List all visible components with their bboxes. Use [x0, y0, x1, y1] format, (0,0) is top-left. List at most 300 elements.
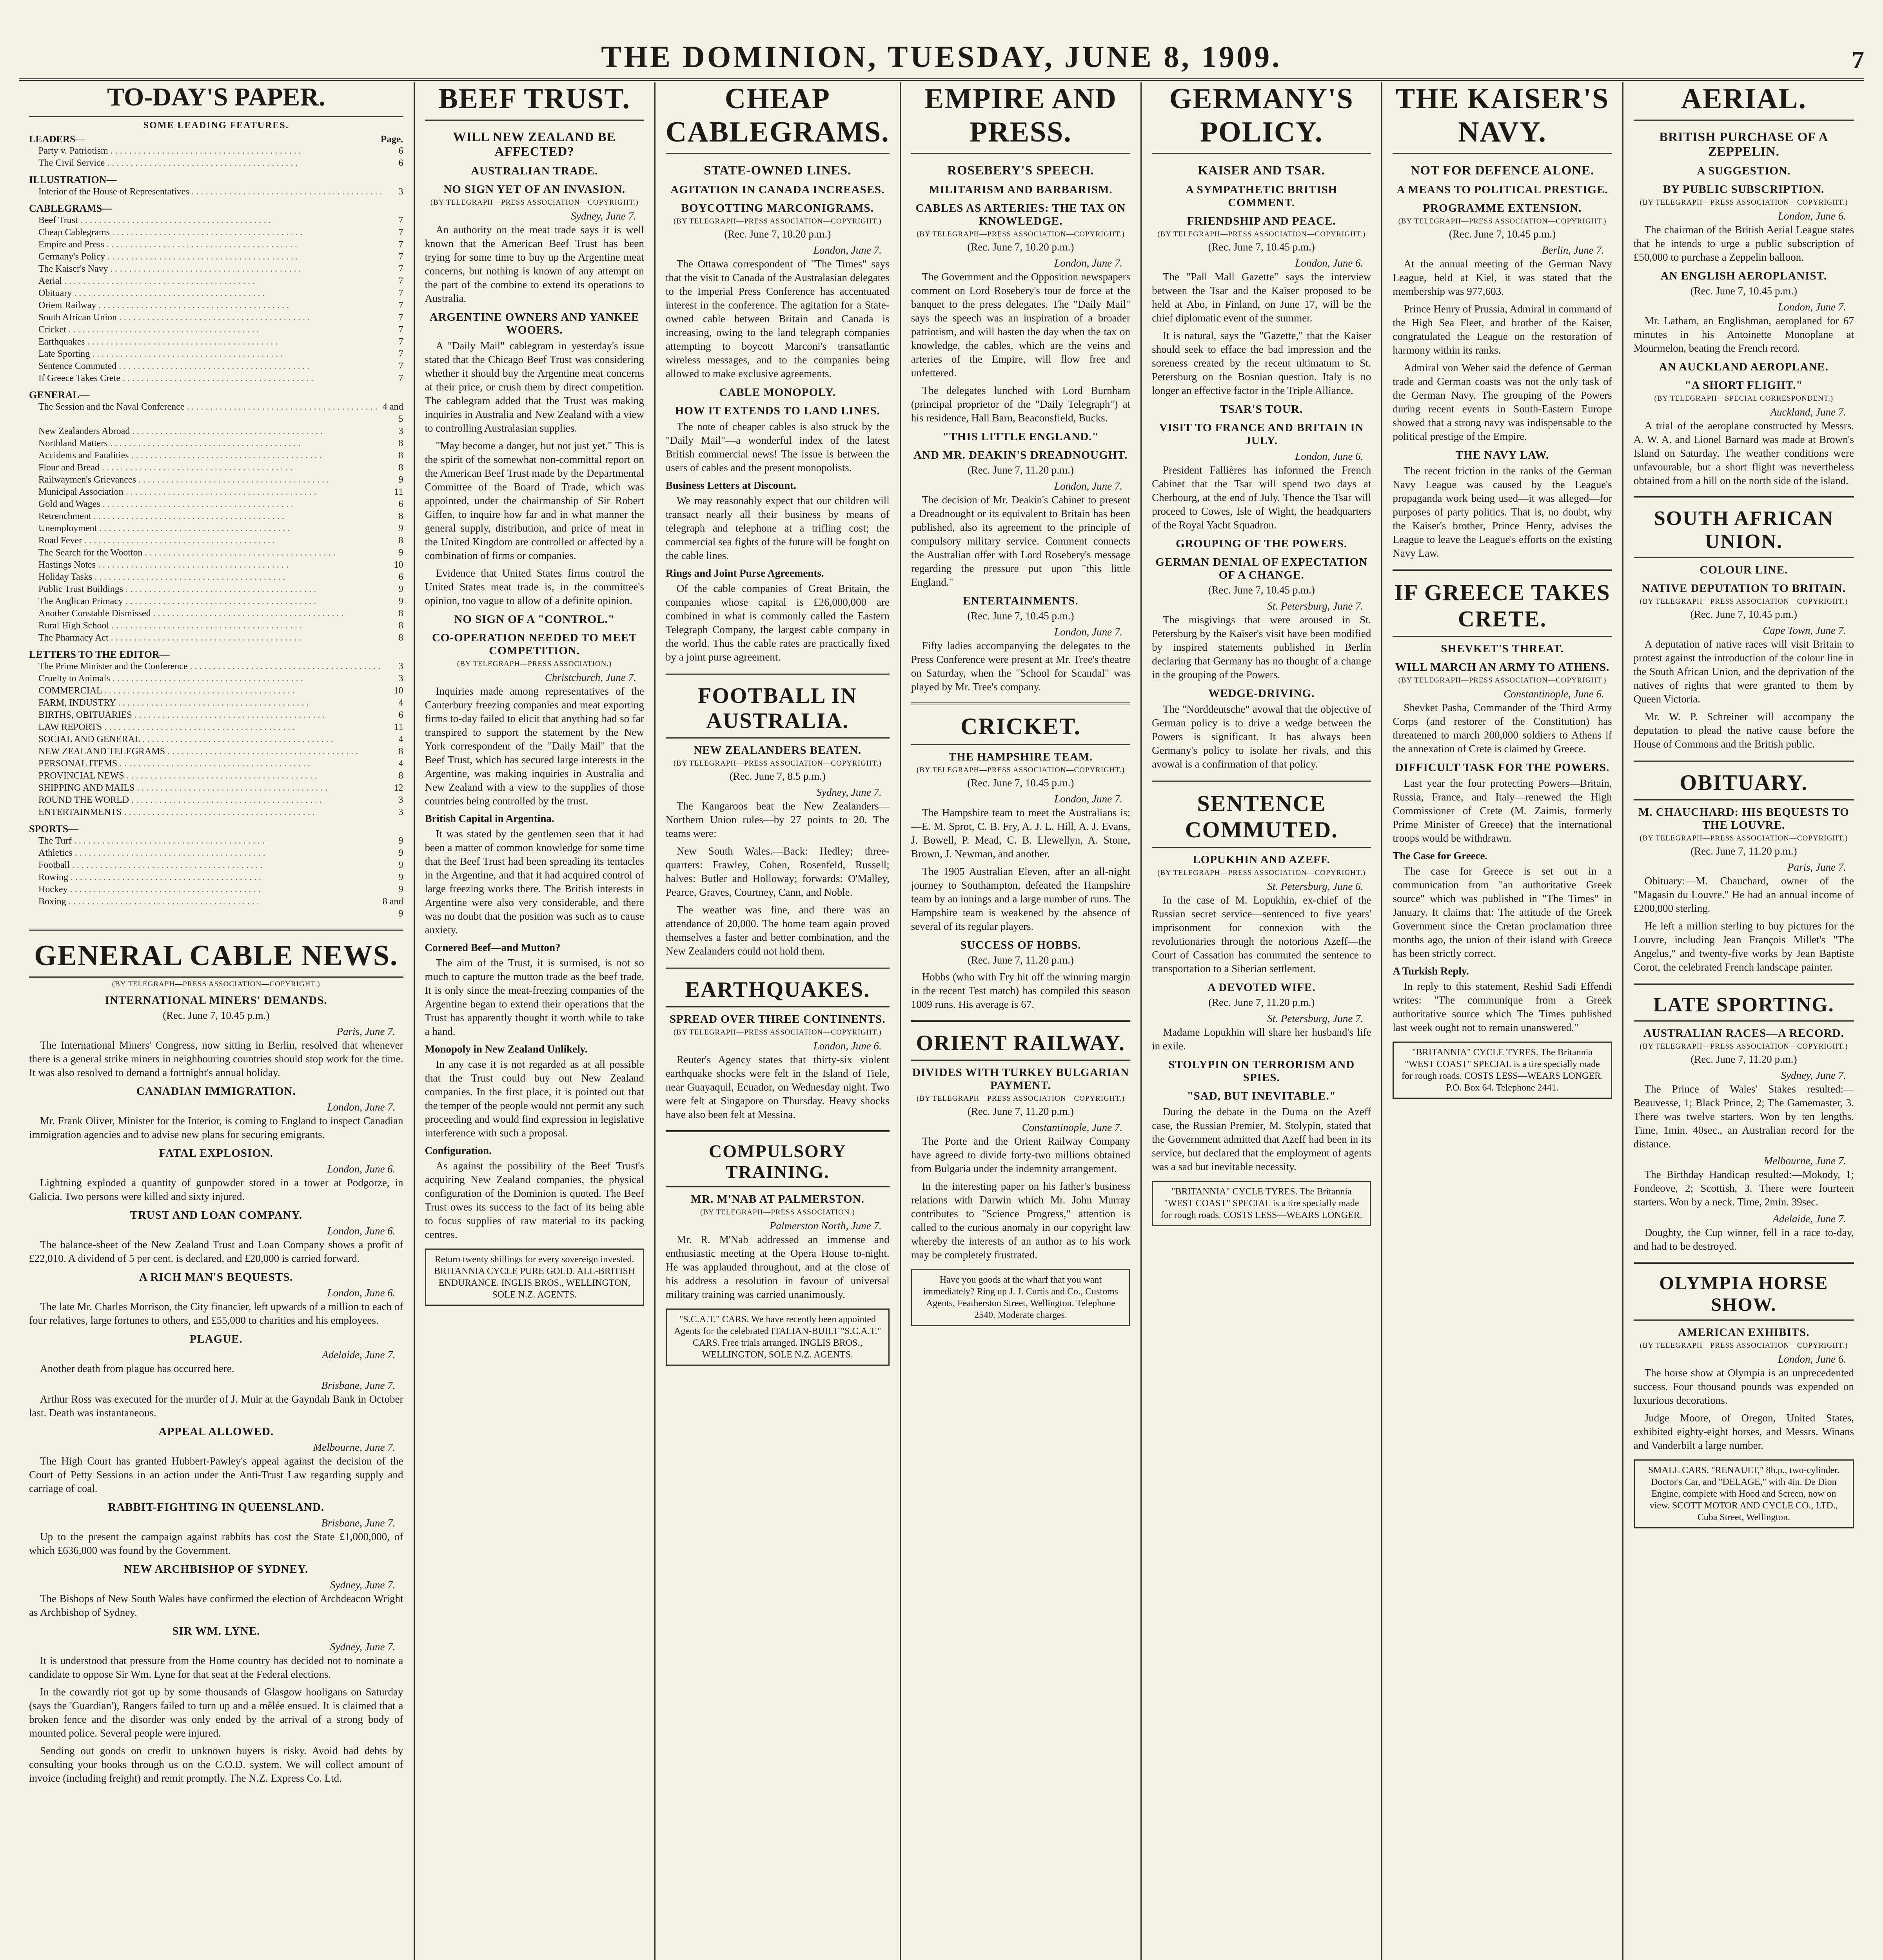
section-subhead: British Capital in Argentina. [425, 813, 554, 824]
index-entry-title: Northland Matters . . . [38, 437, 382, 450]
column-2 [415, 82, 656, 1960]
dateline-place: London, June 7. [1054, 626, 1123, 638]
index-entry-page: 7 [398, 288, 403, 298]
credit-line: (BY TELEGRAPH—PRESS ASSOCIATION—COPYRIGHT.) [916, 766, 1125, 774]
index-entry [29, 401, 403, 425]
index-entry-title: SOCIAL AND GENERAL . . . [38, 733, 382, 746]
received-date: (Rec. June 7, 11.20 p.m.) [967, 1105, 1074, 1117]
sentence-commuted-title: SENTENCE COMMUTED. [1152, 790, 1371, 848]
index-entry [29, 312, 403, 324]
divider [911, 1020, 1130, 1022]
received-date: (Rec. June 7, 11.20 p.m.) [1691, 845, 1797, 857]
dateline-place: Auckland, June 7. [1770, 406, 1846, 418]
dateline-place: Adelaide, June 7. [322, 1349, 396, 1361]
index-entry-page: 8 [398, 450, 403, 461]
divider [1634, 1262, 1854, 1264]
index-entry-title: New Zealanders Abroad . . . [38, 425, 382, 437]
index-entry [29, 425, 403, 437]
paragraph: "May become a danger, but not just yet." This is the spirit of the somewhat non-committal report on the American Beef Trust made by the Departmental Committee of the Board of Trade, which was appointed, under the chairmanship of Sir Robert Giffen, to inquire how far and in what manner the general supply, distribution, and price of meat in the United Kingdom are controlled or affected by a combination of firms or companies. [425, 440, 644, 561]
paragraph: Arthur Ross was executed for the murder of J. Muir at the Gayndah Bank in October last. Death was instantaneous. [29, 1393, 403, 1419]
index-entry [29, 673, 403, 685]
index-entry-page: 10 [394, 686, 403, 696]
index-entry [29, 721, 403, 733]
index-entry-title: ROUND THE WORLD . . . [38, 794, 382, 806]
index-subtitle: SOME LEADING FEATURES. [143, 120, 289, 131]
index-entry-page: 3 [398, 426, 403, 436]
subheadline: "A SHORT FLIGHT." [1685, 379, 1803, 392]
paragraph: The balance-sheet of the New Zealand Trust and Loan Company shows a profit of £22,010. A dividend of 5 per cent. is declared, and £20,000 is carried forward. [29, 1239, 403, 1264]
paragraph: In reply to this statement, Reshid Sadi Effendi writes: "The communique from a Greek authoritative source which The Times published last week ought not to remain unanswered." [1393, 980, 1612, 1033]
index-entry-page: 8 [398, 438, 403, 448]
credit-line: (BY TELEGRAPH—PRESS ASSOCIATION—COPYRIGHT.) [673, 759, 882, 768]
cheap-cablegrams-title: CHEAP CABLEGRAMS. [666, 82, 890, 154]
index-entry-title: Road Fever . . . [38, 535, 382, 547]
paragraph: Mr. Frank Oliver, Minister for the Interior, is coming to England to inspect Canadian immigration agencies and to advise new plans for securing emigrants. [29, 1115, 403, 1140]
paragraph: Doughty, the Cup winner, fell in a race to-day, and had to be destroyed. [1633, 1227, 1854, 1252]
index-entry-page: 8 and 9 [382, 897, 403, 919]
paragraph: The Porte and the Orient Railway Company have agreed to divide forty-two millions obtained from Bulgaria under the indemnity arrangement. [911, 1135, 1131, 1174]
index-entry [29, 214, 403, 227]
subheadline: AND MR. DEAKIN'S DREADNOUGHT. [913, 449, 1128, 461]
index-entry-title: Municipal Association . . . [38, 486, 382, 498]
index-entry [29, 770, 403, 782]
received-date: (Rec. June 7, 10.45 p.m.) [1208, 241, 1315, 253]
credit-line: (BY TELEGRAPH—PRESS ASSOCIATION—COPYRIGHT.) [430, 198, 639, 207]
index-entry-title: BIRTHS, OBITUARIES . . . [38, 709, 382, 721]
index-entry-page: 6 [398, 572, 403, 582]
headline: NOT FOR DEFENCE ALONE. [1410, 163, 1594, 178]
subheadline: A DEVOTED WIFE. [1207, 981, 1316, 994]
index-entry [29, 251, 403, 263]
story-headline: FATAL EXPLOSION. [159, 1147, 274, 1160]
index-entry-title: Another Constable Dismissed . . . [38, 608, 382, 620]
index-entry [29, 871, 403, 884]
index-entry-page: 9 [398, 475, 403, 485]
received-date: (Rec. June 7, 8.5 p.m.) [729, 770, 826, 782]
index-entry-title: Flour and Bread . . . [38, 462, 382, 474]
index-entry-title: Football . . . [38, 859, 382, 871]
index-entry-title: The Prime Minister and the Conference . . . [38, 661, 382, 673]
advertisement: "S.C.A.T." CARS. We have recently been appointed Agents for the celebrated ITALIAN-BUILT "S.C.A.T." CARS. Free trials arranged. INGLIS BROS., WELLINGTON, SOLE N.Z. AGENTS. [666, 1308, 890, 1366]
index-entry [29, 697, 403, 709]
paragraph: Sending out goods on credit to unknown buyers is risky. Avoid bad debts by consulting your books through us on the C.O.D. system. We will collect amount of invoice (including freight) and remit promptly. The N.Z. Express Co. Ltd. [29, 1745, 403, 1784]
index-entry-page: 6 [398, 499, 403, 509]
index-entry [29, 535, 403, 547]
index-entry [29, 145, 403, 157]
index-entry-title: Orient Railway . . . [38, 299, 382, 312]
dateline-place: London, June 6. [1295, 257, 1364, 269]
index-entry-title: COMMERCIAL . . . [38, 685, 382, 697]
paragraph: A trial of the aeroplane constructed by Messrs. A. W. A. and Lionel Barnard was made at Brown's Island on Saturday. The weather conditions were unfavourable, but a short flight was nevertheless obtained from a hill on the north side of the island. [1633, 420, 1854, 486]
index-entry-title: Germany's Policy . . . [38, 251, 382, 263]
index-entry [29, 299, 403, 312]
column-1 [19, 82, 415, 1960]
paragraph: The Kangaroos beat the New Zealanders—Northern Union rules—by 27 points to 20. The teams were: [665, 800, 890, 839]
index-entry-title: ENTERTAINMENTS . . . [38, 806, 382, 818]
index-entry-page: 9 [398, 596, 403, 606]
index-entry-title: LAW REPORTS . . . [38, 721, 382, 733]
index-entry-page: 8 [398, 511, 403, 521]
paragraph: It is natural, says the "Gazette," that the Kaiser should seek to efface the bad impression and the soreness created by the recent ultimatum to St. Petersburg on the Bosnian question. Italy is no longer an effective factor in the Triple Alliance. [1152, 330, 1371, 396]
paragraph: He left a million sterling to buy pictures for the Louvre, including Jean François Millet's "The Angelus," and twenty-five works by Jean Baptiste Corot, the celebrated French landscape painter. [1633, 920, 1854, 973]
credit-line: (BY TELEGRAPH—PRESS ASSOCIATION—COPYRIGHT.) [1640, 198, 1848, 207]
index-entry [29, 859, 403, 871]
index-entry-page: 8 [398, 633, 403, 643]
earthquakes-title: EARTHQUAKES. [666, 977, 890, 1007]
subheadline: THE NAVY LAW. [1455, 449, 1549, 461]
received-date: (Rec. June 7, 10.45 p.m.) [163, 1009, 270, 1021]
index-entry-title: Cruelty to Animals . . . [38, 673, 382, 685]
paragraph: Inquiries made among representatives of the Canterbury freezing companies and meat exporting firms to-day failed to elicit that anything had so far transpired to support the statement by the New York correspondent of the "Daily Mail" that the Beef Trust, which has secured large interests in the Argentine, was making inquiries in Australia and New Zealand with a view to the supplies of those countries being controlled by the trust. [425, 685, 644, 807]
columns [19, 82, 1864, 1960]
paragraph: Last year the four protecting Powers—Britain, Russia, France, and Italy—renewed the High Commissioner of Crete (M. Zaimis, formerly Prime Minister of Greece) that the international troops would be withdrawn. [1393, 777, 1612, 844]
story-headline: TRUST AND LOAN COMPANY. [130, 1209, 303, 1221]
credit-line: (BY TELEGRAPH—PRESS ASSOCIATION—COPYRIGHT.) [1157, 230, 1366, 238]
credit-line: (BY TELEGRAPH—PRESS ASSOCIATION—COPYRIGHT.) [1398, 217, 1607, 225]
column-4 [901, 82, 1142, 1960]
index-entry-page: 3 [398, 673, 403, 684]
subheadline: NO SIGN OF A "CONTROL." [454, 613, 615, 626]
dateline-place: London, June 6. [1778, 1353, 1846, 1365]
paragraph: A "Daily Mail" cablegram in yesterday's issue stated that the Chicago Beef Trust was considering whether it should buy the Argentine meat concerns at their price, or crush them by direct competition. The cablegram added that the Trust was making inquiries in Australia and New Zealand with a view to controlling Australasian supplies. [425, 340, 644, 434]
dateline-place: London, June 6. [1295, 450, 1364, 462]
paragraph: The recent friction in the ranks of the German Navy League was caused by the League's propaganda work being used—it was alleged—for purposes of party politics. That is, no doubt, why the Kaiser's brother, Prince Henry, advises the League to leave the League's efforts on the existing Navy Law. [1393, 465, 1612, 559]
story-headline: RABBIT-FIGHTING IN QUEENSLAND. [108, 1501, 325, 1514]
advertisement: Have you goods at the wharf that you want immediately? Ring up J. J. Curtis and Co., Customs Agents, Featherston Street, Wellington. Telephone 2540. Moderate charges. [911, 1269, 1130, 1326]
subheadline: CO-OPERATION NEEDED TO MEET COMPETITION. [432, 632, 637, 657]
index-entry [29, 835, 403, 847]
dateline-place: Christchurch, June 7. [545, 671, 636, 683]
index-entry-title: Athletics . . . [38, 847, 382, 859]
index-entry [29, 287, 403, 299]
dateline-place: Constantinople, June 7. [1022, 1122, 1123, 1133]
dateline-place: Sydney, June 7. [1781, 1069, 1846, 1081]
paragraph: The delegates lunched with Lord Burnham (principal proprietor of the "Daily Telegraph") at his residence, Hall Barn, Beaconsfield, Bucks. [911, 385, 1131, 424]
dateline-place: Brisbane, June 7. [321, 1517, 396, 1529]
advertisement: SMALL CARS. "RENAULT," 8h.p., two-cylinder. Doctor's Car, and "DELAGE," with 4in. De Dion Engine, complete with Hood and Screen, now on view. SCOTT MOTOR AND CYCLE CO., LTD., Cuba Street, Wellington. [1634, 1459, 1854, 1528]
paragraph: President Fallières has informed the French Cabinet that the Tsar will spend two days at Cherbourg, at the end of July. Thence the Tsar will proceed to Cowes, Isle of Wight, the headquarters of the Royal Yacht Squadron. [1152, 464, 1371, 531]
subheadline: "THIS LITTLE ENGLAND." [942, 430, 1099, 443]
subheadline: NO SIGN YET OF AN INVASION. [443, 183, 626, 196]
subheadline: ENTERTAINMENTS. [963, 595, 1079, 607]
credit-line: (BY TELEGRAPH—PRESS ASSOCIATION—COPYRIGHT.) [1398, 676, 1607, 684]
index-entry [29, 157, 403, 169]
index-entry-page: 4 [398, 759, 403, 769]
subheadline: AMERICAN EXHIBITS. [1678, 1326, 1810, 1339]
index-entry-page: 8 [398, 608, 403, 619]
credit-line: (BY TELEGRAPH—PRESS ASSOCIATION—COPYRIGHT.) [916, 1094, 1125, 1103]
index-entry-title: Gold and Wages . . . [38, 498, 382, 510]
index-entry-title: Holiday Tasks . . . [38, 571, 382, 583]
dateline-place: London, June 7. [1054, 793, 1123, 805]
paragraph: Shevket Pasha, Commander of the Third Army Corps (and restorer of the Constitution) has threatened to march 200,000 soldiers to Athens if the annexation of Crete is claimed by Greece. [1393, 702, 1612, 755]
paragraph: Evidence that United States firms control the United States meat trade is, in the committee's opinion, too vague to allow of a definite opinion. [425, 567, 644, 606]
paragraph: In the cowardly riot got up by some thousands of Glasgow hooligans on Saturday (says the 'Guardian'), Rangers failed to turn up and a mêlée ensued. It is claimed that a broken fence and the disorder was only ended by the arrival of a strong body of mounted police. Several people were injured. [29, 1686, 403, 1739]
index-entry-page: 11 [394, 487, 403, 497]
subheadline: DIVIDES WITH TURKEY BULGARIAN PAYMENT. [912, 1066, 1129, 1092]
index-entry-page: 9 [398, 584, 403, 594]
greece-crete-title: IF GREECE TAKES CRETE. [1393, 579, 1612, 637]
paragraph: Prince Henry of Prussia, Admiral in command of the High Sea Fleet, and brother of the Kaiser, congratulated the League on the restoration of harmony within its ranks. [1393, 303, 1612, 356]
index-entry-title: Accidents and Fatalities . . . [38, 450, 382, 462]
paragraph: An authority on the meat trade says it is well known that the American Beef Trust has been trying for some time to buy up the Argentine meat concerns, but nothing is known of any attempt on the part of the combine to extend its operations to Australia. [425, 224, 644, 304]
index-entry-page: 8 [398, 463, 403, 473]
received-date: (Rec. June 7, 11.20 p.m.) [1691, 1053, 1797, 1065]
subheadline: BOYCOTTING MARCONIGRAMS. [681, 202, 874, 214]
received-date: (Rec. June 7, 10.45 p.m.) [1690, 285, 1797, 297]
subheadline: WILL MARCH AN ARMY TO ATHENS. [1395, 661, 1610, 673]
received-date: (Rec. June 7, 10.45 p.m.) [1449, 228, 1556, 240]
index-entry [29, 758, 403, 770]
column-7 [1623, 82, 1864, 1960]
paragraph: Another death from plague has occurred here. [40, 1363, 234, 1374]
paragraph: The International Miners' Congress, now sitting in Berlin, resolved that whenever there is a general strike miners in neighbouring countries should stop work for the time. It was also resolved to demand a fortnight's annual holiday. [29, 1039, 403, 1078]
divider [1393, 569, 1612, 571]
index-entry [29, 608, 403, 620]
paragraph: The horse show at Olympia is an unprecedented success. Four thousand pounds was expended on luxurious decorations. [1633, 1367, 1854, 1406]
credit-line: (BY TELEGRAPH—PRESS ASSOCIATION—COPYRIGHT.) [1157, 869, 1366, 877]
index-entry-title: The Turf . . . [38, 835, 382, 847]
index-entry-page: 4 and 5 [382, 402, 403, 424]
divider [911, 702, 1130, 704]
paragraph: During the debate in the Duma on the Azeff case, the Russian Premier, M. Stolypin, stated that the Government admitted that Azeff had been in its service, but declared that the employment of agents was a sad but inevitable necessity. [1152, 1106, 1371, 1172]
paragraph: The High Court has granted Hubbert-Pawley's appeal against the decision of the Court of Petty Sessions in an action under the Anti-Trust Law regarding supply and carriage of coal. [29, 1455, 403, 1494]
index-entry-page: 6 [398, 710, 403, 720]
aerial-title: AERIAL. [1634, 82, 1854, 121]
index-section-heading: CABLEGRAMS— [29, 203, 113, 214]
index-entry-page: 9 [398, 836, 403, 846]
kaiser-navy-title: THE KAISER'S NAVY. [1393, 82, 1612, 154]
credit-line: (BY TELEGRAPH—SPECIAL CORRESPONDENT.) [1654, 394, 1834, 403]
index-entry-page: 7 [398, 349, 403, 359]
index-entry-title: Rural High School . . . [38, 620, 382, 632]
index-entry-title: Obituary . . . [38, 287, 382, 299]
section-subhead: A Turkish Reply. [1393, 965, 1469, 977]
index-entry [29, 806, 403, 818]
subheadline: CABLES AS ARTERIES: THE TAX ON KNOWLEDGE. [915, 202, 1126, 227]
subheadline: HOW IT EXTENDS TO LAND LINES. [675, 405, 880, 417]
dateline-place: St. Petersburg, June 6. [1267, 880, 1364, 892]
index-entry [29, 709, 403, 721]
paragraph: The Bishops of New South Wales have confirmed the election of Archdeacon Wright as Archbishop of Sydney. [29, 1593, 403, 1618]
cable-news-stories [29, 994, 403, 1785]
received-date: (Rec. June 7, 10.45 p.m.) [967, 610, 1074, 622]
index-entry-page: 7 [398, 312, 403, 323]
paragraph: The Prince of Wales' Stakes resulted:—Beauvesse, 1; Black Prince, 2; The Gamemaster, 3. There was twelve starters. Won by ten lengths. Time, 1min. 40sec., an Australian record for the distance. [1633, 1083, 1854, 1150]
credit-line: (BY TELEGRAPH—PRESS ASSOCIATION—COPYRIGHT.) [1640, 597, 1848, 606]
index-entry [29, 884, 403, 896]
paragraph: The late Mr. Charles Morrison, the City financier, left upwards of a million to each of four relatives, large fortunes to others, and £55,000 to charities and his employees. [29, 1301, 403, 1326]
subheadline: A SUGGESTION. [1697, 165, 1791, 177]
index-entry-page: 9 [398, 884, 403, 895]
paragraph: In the case of M. Lopukhin, ex-chief of the Russian secret service—sentenced to five years' imprisonment for connexion with the revolutionaries through the notorious Azeff—the Court of Cassation has commuted the sentence to transportation to a Siberian settlement. [1152, 894, 1371, 975]
section-subhead: Rings and Joint Purse Agreements. [665, 567, 824, 579]
index-entry [29, 746, 403, 758]
index-entry-page: 4 [398, 698, 403, 708]
index-entry-title: Late Sporting . . . [38, 348, 382, 360]
index-entry-title: SHIPPING AND MAILS . . . [38, 782, 382, 794]
dateline-place: Sydney, June 7. [571, 210, 636, 222]
paragraph: It was stated by the gentlemen seen that it had been a matter of common knowledge for some time that the Beef Trust had been spreading its tentacles in the Argentine, and that it had acquired control of large freezing works there. The British interests in Argentine were also very considerable, and there was no doubt that the position was such as to cause anxiety. [425, 828, 644, 936]
index-section-heading: GENERAL— [29, 389, 90, 401]
index-entry [29, 661, 403, 673]
subheadline: MR. M'NAB AT PALMERSTON. [690, 1193, 864, 1205]
subheadline: "SAD, BUT INEVITABLE." [1187, 1090, 1336, 1102]
subheadline: PROGRAMME EXTENSION. [1423, 202, 1582, 214]
index-entry [29, 324, 403, 336]
masthead-title: THE DOMINION, TUESDAY, JUNE 8, 1909. [601, 40, 1282, 74]
headline: BRITISH PURCHASE OF A ZEPPELIN. [1659, 130, 1829, 159]
received-date: (Rec. June 7, 10.20 p.m.) [967, 241, 1074, 253]
index-entry-page: 7 [398, 215, 403, 225]
subheadline: AN AUCKLAND AEROPLANE. [1659, 361, 1829, 373]
divider [1634, 983, 1854, 985]
dateline-place: London, June 7. [813, 244, 882, 256]
subheadline: SHEVKET'S THREAT. [1441, 642, 1564, 655]
dateline-place: Adelaide, June 7. [1772, 1213, 1846, 1225]
dateline-place: London, June 6. [1778, 210, 1846, 222]
index-entry [29, 794, 403, 806]
dateline-place: London, June 6. [327, 1225, 396, 1237]
paragraph: The "Norddeutsche" avowal that the objective of German policy is to drive a wedge between the Powers is significant. It has always been Germany's policy to isolate her rivals, and this avowal is a confirmation of that policy. [1152, 703, 1371, 770]
subheadline: DIFFICULT TASK FOR THE POWERS. [1395, 761, 1610, 774]
index-entry [29, 239, 403, 251]
index-entry-title: The Anglican Primacy . . . [38, 595, 382, 608]
dateline-place: London, June 7. [327, 1101, 396, 1113]
received-date: (Rec. June 7, 10.45 p.m.) [967, 777, 1074, 789]
subheadline: MILITARISM AND BARBARISM. [929, 183, 1113, 196]
index-entry-page: 6 [398, 146, 403, 156]
paragraph: Judge Moore, of Oregon, United States, exhibited eighty-eight horses, and Messrs. Winans and Vanderbilt a large number. [1633, 1412, 1854, 1451]
received-date: (Rec. June 7, 10.45 p.m.) [1690, 608, 1797, 620]
story-headline: INTERNATIONAL MINERS' DEMANDS. [105, 994, 327, 1007]
advertisement: "BRITANNIA" CYCLE TYRES. The Britannia "WEST COAST" SPECIAL is a tire specially made for rough roads. COSTS LESS—WEARS LONGER. P.O. Box 64. Telephone 2441. [1393, 1042, 1612, 1099]
subheadline: A MEANS TO POLITICAL PRESTIGE. [1396, 183, 1608, 196]
received-date: (Rec. June 7, 11.20 p.m.) [967, 464, 1074, 476]
section-subhead: Configuration. [425, 1145, 492, 1156]
index-entry-title: FARM, INDUSTRY . . . [38, 697, 382, 709]
headline: WILL NEW ZEALAND BE AFFECTED? [453, 130, 616, 159]
credit-line: (BY TELEGRAPH—PRESS ASSOCIATION—COPYRIGHT.) [673, 1028, 882, 1036]
dateline-place: London, June 7. [1778, 301, 1846, 313]
subheadline: COLOUR LINE. [1700, 564, 1788, 576]
index-entry-title: If Greece Takes Crete . . . [38, 372, 382, 385]
index-entry-title: The Pharmacy Act . . . [38, 632, 382, 644]
index-entry-page: 3 [398, 187, 403, 197]
subheadline: BY PUBLIC SUBSCRIPTION. [1663, 183, 1825, 196]
index-entry [29, 510, 403, 523]
subheadline: NATIVE DEPUTATION TO BRITAIN. [1641, 582, 1846, 595]
index-entry-page: 9 [398, 848, 403, 858]
index-entry-page: 8 [398, 746, 403, 757]
index-entry-page: 4 [398, 734, 403, 744]
obituary-title: OBITUARY. [1634, 770, 1854, 800]
index-entry-page: 7 [398, 325, 403, 335]
dateline-place: London, June 7. [1054, 257, 1123, 269]
credit-line: (BY TELEGRAPH—PRESS ASSOCIATION—COPYRIGHT.) [673, 217, 882, 225]
subheadline: CABLE MONOPOLY. [719, 386, 836, 399]
index-entry-page: 8 [398, 621, 403, 631]
index-entry [29, 450, 403, 462]
subheadline: TSAR'S TOUR. [1220, 403, 1303, 416]
index-entry-title: NEW ZEALAND TELEGRAMS . . . [38, 746, 382, 758]
germany-policy-title: GERMANY'S POLICY. [1152, 82, 1371, 154]
index-entry [29, 896, 403, 920]
credit-line: (BY TELEGRAPH—PRESS ASSOCIATION—COPYRIGHT.) [112, 980, 320, 988]
headline: KAISER AND TSAR. [1198, 163, 1325, 178]
index-entry-page: 9 [398, 872, 403, 882]
paragraph: It is understood that pressure from the Home country has decided not to nominate a candidate to oppose Sir Wm. Lyne for that seat at the Federal elections. [29, 1655, 403, 1680]
beef-trust-title: BEEF TRUST. [425, 82, 644, 121]
dateline-place: London, June 7. [1054, 480, 1123, 492]
dateline-place: London, June 6. [327, 1163, 396, 1175]
dateline-place: London, June 6. [327, 1287, 396, 1299]
index-entry [29, 348, 403, 360]
index-entry-page: 6 [398, 158, 403, 168]
index-entry-title: The Civil Service . . . [38, 157, 382, 169]
paragraph: Obituary:—M. Chauchard, owner of the "Magasin du Louvre." He had an annual income of £200,000 sterling. [1633, 875, 1854, 914]
story-headline: NEW ARCHBISHOP OF SYDNEY. [124, 1563, 309, 1575]
index-entry-title: Party v. Patriotism . . . [38, 145, 382, 157]
late-sporting-title: LATE SPORTING. [1634, 993, 1854, 1022]
received-date: (Rec. June 7, 11.20 p.m.) [967, 954, 1074, 966]
paragraph: Hobbs (who with Fry hit off the winning margin in the recent Test match) has compiled this season 1009 runs. His average is 67. [911, 971, 1131, 1010]
credit-line: (BY TELEGRAPH—PRESS ASSOCIATION—COPYRIGHT.) [1640, 1042, 1848, 1051]
index-header-left: LEADERS— [29, 134, 85, 145]
index-header-right: Page. [380, 134, 403, 145]
subheadline: AGITATION IN CANADA INCREASES. [670, 183, 885, 196]
index-title: TO-DAY'S PAPER. [29, 82, 403, 117]
index-entry [29, 547, 403, 559]
paragraph: As against the possibility of the Beef Trust's acquiring New Zealand companies, the physical configuration of the Dominion is quoted. The Beef Trust owes its success to the fact of its being able to focus supplies of raw material to its packing centres. [425, 1160, 644, 1240]
football-title: FOOTBALL IN AUSTRALIA. [666, 683, 890, 739]
credit-line: (BY TELEGRAPH—PRESS ASSOCIATION—COPYRIGHT.) [1640, 834, 1848, 842]
index-entry [29, 583, 403, 595]
index-entry-page: 7 [398, 240, 403, 250]
index-entry [29, 595, 403, 608]
index-entry-title: Earthquakes . . . [38, 336, 382, 348]
divider [1152, 780, 1371, 782]
subheadline: A SYMPATHETIC BRITISH COMMENT. [1186, 183, 1338, 209]
story-headline: A RICH MAN'S BEQUESTS. [139, 1271, 293, 1283]
index-entry [29, 559, 403, 571]
credit-line: (BY TELEGRAPH—PRESS ASSOCIATION.) [457, 660, 612, 668]
paragraph: At the annual meeting of the German Navy League, held at Kiel, it was stated that the membership was 977,603. [1393, 258, 1612, 297]
index-entry-title: The Kaiser's Navy . . . [38, 263, 382, 275]
divider [666, 967, 890, 969]
dateline-place: St. Petersburg, June 7. [1267, 600, 1364, 612]
received-date: (Rec. June 7, 10.45 p.m.) [1208, 584, 1315, 596]
index-entry-title: PROVINCIAL NEWS . . . [38, 770, 382, 782]
index-entry-title: Retrenchment . . . [38, 510, 382, 523]
subheadline: STOLYPIN ON TERRORISM AND SPIES. [1168, 1058, 1355, 1084]
paragraph: In the interesting paper on his father's business relations with Darwin which Mr. John Murray contributes to "Science Progress," attention is called to the curious anomaly in our copyright law whereby the interests of an author as to his work may be completely frustrated. [911, 1180, 1131, 1261]
subheadline: M. CHAUCHARD: HIS BEQUESTS TO THE LOUVRE. [1638, 806, 1849, 831]
dateline-place: London, June 6. [813, 1040, 882, 1052]
index-entry-title: Unemployment . . . [38, 523, 382, 535]
headline: STATE-OWNED LINES. [704, 163, 852, 178]
page-number: 7 [1852, 46, 1864, 74]
credit-line: (BY TELEGRAPH—PRESS ASSOCIATION—COPYRIGHT.) [1640, 1341, 1848, 1350]
index-entry-page: 7 [398, 300, 403, 310]
paragraph: We may reasonably expect that our children will transact nearly all their business by means of telegraph and telephone at a trifling cost; the commercial sea fights of the future will be fought on the cable lines. [665, 495, 890, 561]
index-entry-title: Rowing . . . [38, 871, 382, 884]
section-subhead: Business Letters at Discount. [665, 479, 796, 491]
story-headline: PLAGUE. [189, 1333, 243, 1345]
dateline-place: Melbourne, June 7. [313, 1441, 396, 1453]
dateline-place: Berlin, June 7. [1542, 244, 1604, 256]
index-entry-page: 7 [398, 373, 403, 383]
